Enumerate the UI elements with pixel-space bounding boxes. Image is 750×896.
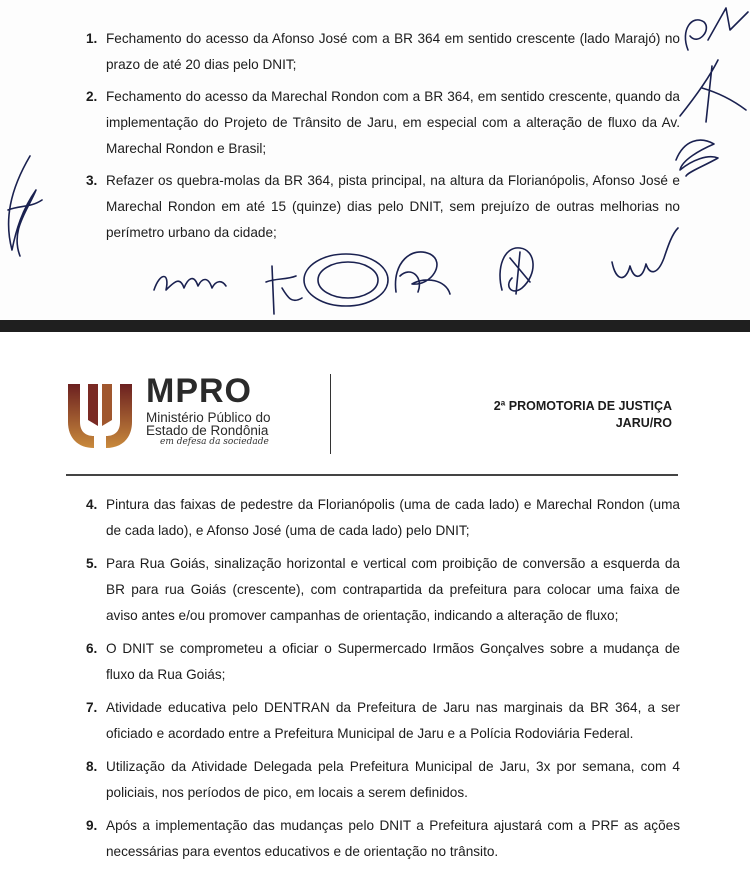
item-number: 2. (86, 89, 98, 104)
list-item (86, 695, 680, 747)
list-item (86, 26, 680, 78)
item-number: 7. (86, 700, 98, 715)
logo-title: MPRO (146, 372, 252, 410)
item-number: 9. (86, 818, 98, 833)
header-separator (330, 374, 331, 454)
item-text: Fechamento do acesso da Afonso José com a BR 364 em sentido crescente (lado Marajó) no prazo de até 20 dias pelo DNIT; (106, 31, 680, 72)
item-text: O DNIT se comprometeu a oficiar o Supermercado Irmãos Gonçalves sobre a mudança de fluxo da Rua Goiás; (106, 641, 680, 682)
signature-9 (670, 130, 722, 180)
item-list-page-1 (86, 26, 680, 252)
list-item (86, 754, 680, 806)
signature-5 (490, 238, 546, 298)
document-page-2 (0, 332, 750, 896)
logo-subtitle-line-2: Estado de Rondônia (146, 423, 269, 438)
signature-7 (678, 0, 750, 56)
logo-subtitle-line-1: Ministério Público do (146, 410, 271, 425)
list-item (86, 168, 680, 246)
document-page-1 (0, 0, 750, 320)
item-number: 8. (86, 759, 98, 774)
item-text: Para Rua Goiás, sinalização horizontal e vertical com proibição de conversão a esquerda da BR para rua Goiás (crescente), com contrapartida da prefeitura para colocar uma faixa de aviso antes e/ou promover campanhas de orientação, indicando a alteração de fluxo; (106, 556, 680, 623)
signature-1 (0, 150, 48, 260)
signature-2 (150, 262, 230, 302)
item-number: 3. (86, 173, 98, 188)
item-text: Pintura das faixas de pedestre da Florianópolis (uma de cada lado) e Marechal Rondon (uma de cada lado), e Afonso José (uma de cada lado) pelo DNIT; (106, 497, 680, 538)
list-item (86, 551, 680, 629)
promotoria-heading (494, 398, 672, 432)
signature-8 (676, 56, 750, 126)
list-item (86, 492, 680, 544)
item-number: 4. (86, 497, 98, 512)
promotoria-line-2: JARU/RO (615, 416, 672, 430)
promotoria-line-1: 2ª PROMOTORIA DE JUSTIÇA (493, 399, 672, 413)
list-item (86, 813, 680, 865)
header-rule (66, 474, 678, 476)
list-item (86, 636, 680, 688)
item-text: Após a implementação das mudanças pelo DNIT a Prefeitura ajustará com a PRF as ações necessárias para eventos educativos e de orientação no trânsito. (106, 818, 680, 859)
signature-4 (300, 236, 460, 312)
item-number: 1. (86, 31, 98, 46)
list-item (86, 84, 680, 162)
page-divider (0, 320, 750, 332)
item-number: 5. (86, 556, 98, 571)
mpro-logo-icon (66, 382, 134, 450)
item-number: 6. (86, 641, 98, 656)
item-text: Utilização da Atividade Delegada pela Prefeitura Municipal de Jaru, 3x por semana, com 4 policiais, nos períodos de pico, em locais a serem definidos. (106, 759, 680, 800)
item-text: Atividade educativa pelo DENTRAN da Prefeitura de Jaru nas marginais da BR 364, a ser oficiado e acordado entre a Prefeitura Municipal de Jaru e a Polícia Rodoviária Federal. (106, 700, 680, 741)
item-text: Fechamento do acesso da Marechal Rondon com a BR 364, em sentido crescente, quando da implementação do Projeto de Trânsito de Jaru, em especial com a alteração de fluxo da Av. Marechal Rondon e Brasil; (106, 89, 680, 156)
signature-6 (606, 222, 686, 286)
item-text: Refazer os quebra-molas da BR 364, pista principal, na altura da Florianópolis, Afonso José e Marechal Rondon em até 15 (quinze) dias pelo DNIT, sem prejuízo de outras melhorias no perímetro urbano da cidade; (106, 173, 680, 240)
logo-motto: em defesa da sociedade (160, 437, 269, 447)
item-list-page-2 (86, 492, 680, 872)
